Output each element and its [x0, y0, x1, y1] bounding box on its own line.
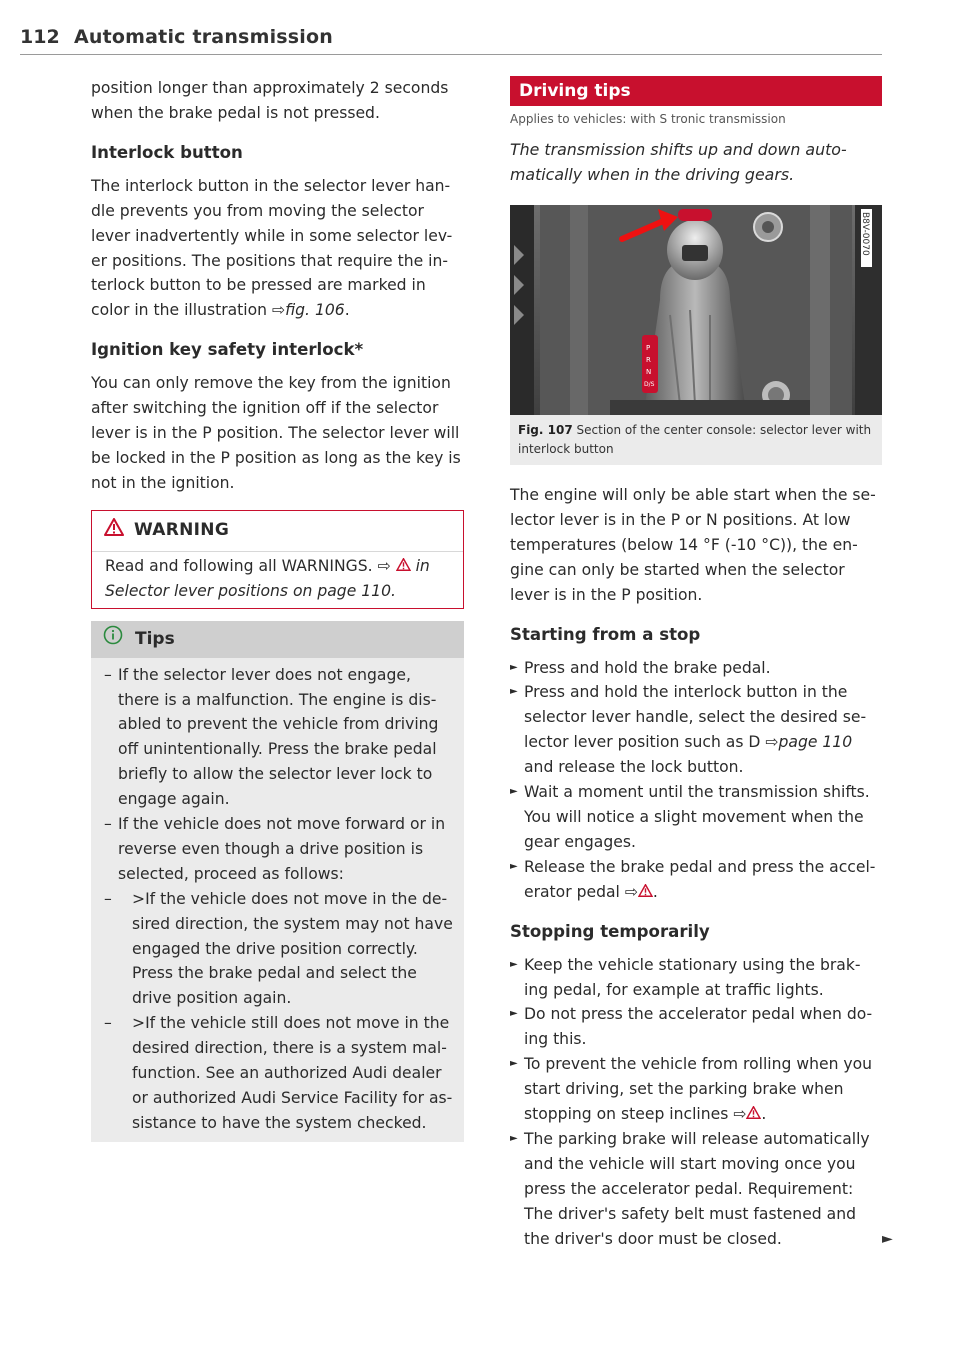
warning-triangle-icon	[396, 557, 411, 575]
svg-text:N: N	[646, 368, 652, 376]
paragraph-interlock: The interlock button in the selector lever han-dle prevents you from moving the selector lever inadvertently while in some selector lev-er positions. The positions that require the in-terlock button to be pressed are marked in color in the illustration ⇨fig. 106.	[91, 176, 453, 320]
figure-caption: Fig. 107 Section of the center console: selector lever with interlock button	[518, 423, 872, 456]
arrow-right-icon: ⇨	[624, 882, 638, 901]
warning-body: Read and following all WARNINGS. ⇨ in Selector lever positions on page 110.	[105, 556, 430, 600]
left-column	[91, 76, 464, 1142]
list-item: ► Wait a moment until the transmission shifts. You will notice a slight movement when the gear engages.	[510, 783, 870, 851]
warning-box	[91, 510, 464, 609]
warning-header	[92, 511, 463, 552]
figure-107	[510, 205, 882, 465]
warning-triangle-icon[interactable]	[746, 1105, 761, 1123]
tips-title: Tips	[135, 628, 175, 649]
list-item: ► Do not press the accelerator pedal when do-ing this.	[510, 1005, 873, 1049]
warning-triangle-icon[interactable]	[638, 883, 653, 901]
list-item: – >If the vehicle still does not move in the desired direction, there is a system mal-function. See an authorized Audi dealer or authorized Audi Service Facility for as-sistance to have the system checked.	[104, 1014, 453, 1132]
page-reference-link[interactable]: page 110	[778, 733, 853, 752]
svg-text:R: R	[646, 356, 651, 364]
warning-title: WARNING	[134, 520, 230, 541]
list-item: ► Press and hold the interlock button in the selector lever handle, select the desired se-lector lever position such as D ⇨page 110 and release the lock button.	[510, 683, 867, 777]
arrow-right-icon: ⇨	[272, 301, 286, 320]
warning-reference-link[interactable]: in Selector lever positions on page 110.	[105, 556, 430, 600]
right-column	[510, 76, 882, 1251]
section-title-bar	[510, 76, 882, 106]
list-item: – If the vehicle does not move forward or in reverse even though a drive position is selected, proceed as follows:	[104, 815, 446, 883]
paragraph-engine-start: The engine will only be able start when the se-lector lever is in the P or N positions. At low temperatures (below 14 °F (-10 °C)), the en-gine can only be started when the selector lever is in the P position.	[510, 486, 876, 604]
tips-header	[91, 621, 464, 658]
tips-box	[91, 621, 464, 1142]
info-circle-icon	[103, 625, 123, 653]
chapter-title: Automatic transmission	[74, 26, 333, 48]
svg-text:P: P	[646, 344, 651, 352]
heading-interlock-button: Interlock button	[91, 142, 243, 162]
figure-label: Fig. 107	[518, 423, 573, 437]
section-title: Driving tips	[519, 80, 631, 101]
heading-starting-from-stop: Starting from a stop	[510, 624, 701, 644]
page-header	[20, 22, 882, 55]
figure-code: B8V-0070	[860, 212, 870, 256]
arrow-right-icon: ⇨	[765, 733, 779, 752]
arrow-right-icon: ⇨	[733, 1105, 747, 1124]
heading-stopping-temporarily: Stopping temporarily	[510, 921, 710, 941]
list-item: ► To prevent the vehicle from rolling when you start driving, set the parking brake when stopping on steep inclines ⇨ .	[510, 1055, 873, 1124]
list-item: ► The parking brake will release automatically and the vehicle will start moving once you press the accelerator pedal. Requirement: The driver's safety belt must fastened and the driver's door must be closed.	[510, 1129, 870, 1248]
list-item: ► Keep the vehicle stationary using the brak-ing pedal, for example at traffic lights.	[510, 955, 861, 999]
list-item: ► Release the brake pedal and press the accel-erator pedal ⇨ .	[510, 857, 876, 901]
tips-body	[91, 658, 464, 1142]
intro-text: The transmission shifts up and down auto-matically when in the driving gears.	[510, 140, 847, 184]
warning-triangle-icon	[104, 518, 124, 544]
list-item: – If the selector lever does not engage, there is a malfunction. The engine is dis-abled to prevent the vehicle from driving off unintentionally. Press the brake pedal briefly to allow the selector lever lock to engage again.	[104, 665, 439, 809]
continue-triangle-icon: ►	[882, 1231, 893, 1247]
list-item: ► Press and hold the brake pedal.	[510, 658, 771, 677]
paragraph-continuation: position longer than approximately 2 seconds when the brake pedal is not pressed.	[91, 79, 449, 122]
applies-to-note: Applies to vehicles: with S tronic transmission	[510, 112, 786, 126]
arrow-right-icon: ⇨	[377, 556, 391, 575]
svg-text:D/S: D/S	[644, 381, 655, 388]
heading-ignition-interlock: Ignition key safety interlock*	[91, 340, 364, 360]
list-item: – >If the vehicle does not move in the de-sired direction, the system may not have engaged the drive position correctly. Press the brake pedal and select the drive position again.	[104, 889, 453, 1008]
page-number: 112	[20, 26, 60, 48]
selector-lever-photo	[510, 205, 882, 415]
paragraph-ignition: You can only remove the key from the ignition after switching the ignition off if the selector lever is in the P position. The selector lever will be locked in the P position as long as the key is not in the ignition.	[91, 374, 461, 492]
fig-reference-link[interactable]: fig. 106	[285, 301, 345, 320]
